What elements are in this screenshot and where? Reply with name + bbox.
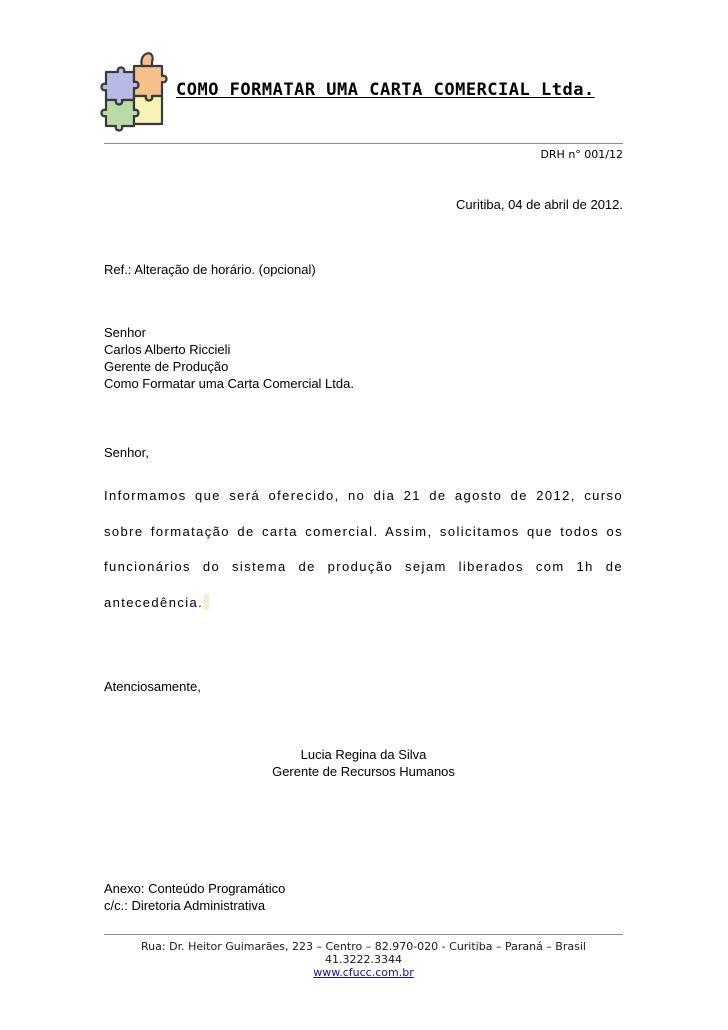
recipient-position: Gerente de Produção	[104, 359, 229, 374]
footer-block	[104, 940, 623, 979]
text-cursor-highlight	[204, 594, 209, 610]
recipient-company: Como Formatar uma Carta Comercial Ltda.	[104, 376, 354, 391]
cc-line: c/c.: Diretoria Administrativa	[104, 898, 266, 913]
recipient-block	[104, 324, 354, 392]
body-line-2: sobre formatação de carta comercial. Assim, solicitamos que todos os	[104, 524, 623, 539]
body-line-3: funcionários do sistema de produção sejam liberados com 1h de	[104, 559, 623, 574]
puzzle-pieces-icon	[100, 44, 170, 132]
date-line: Curitiba, 04 de abril de 2012.	[456, 197, 623, 212]
annex-line: Anexo: Conteúdo Programático	[104, 881, 286, 896]
attachments-block	[104, 880, 285, 914]
company-name: COMO FORMATAR UMA CARTA COMERCIAL Ltda.	[176, 80, 595, 100]
footer-address: Rua: Dr. Heitor Guimarães, 223 – Centro – 82.970-020 - Curitiba – Paraná – Brasil	[141, 940, 586, 953]
closing: Atenciosamente,	[104, 679, 201, 694]
footer-website-link[interactable]: www.cfucc.com.br	[313, 966, 414, 979]
recipient-title: Senhor	[104, 325, 146, 340]
document-code: DRH n° 001/12	[540, 148, 623, 161]
body-line-4-text: antecedência.	[104, 595, 204, 610]
greeting: Senhor,	[104, 445, 149, 460]
footer-rule	[104, 934, 623, 935]
header-rule	[104, 143, 623, 144]
recipient-name: Carlos Alberto Riccieli	[104, 342, 231, 357]
signature-block	[104, 746, 623, 780]
signature-name: Lucia Regina da Silva	[300, 747, 427, 762]
footer-phone: 41.3222.3344	[325, 953, 402, 966]
body-line-4	[104, 594, 623, 612]
signature-title: Gerente de Recursos Humanos	[272, 764, 455, 779]
reference-line: Ref.: Alteração de horário. (opcional)	[104, 262, 316, 277]
body-line-1: Informamos que será oferecido, no dia 21 de agosto de 2012, curso	[104, 488, 623, 503]
